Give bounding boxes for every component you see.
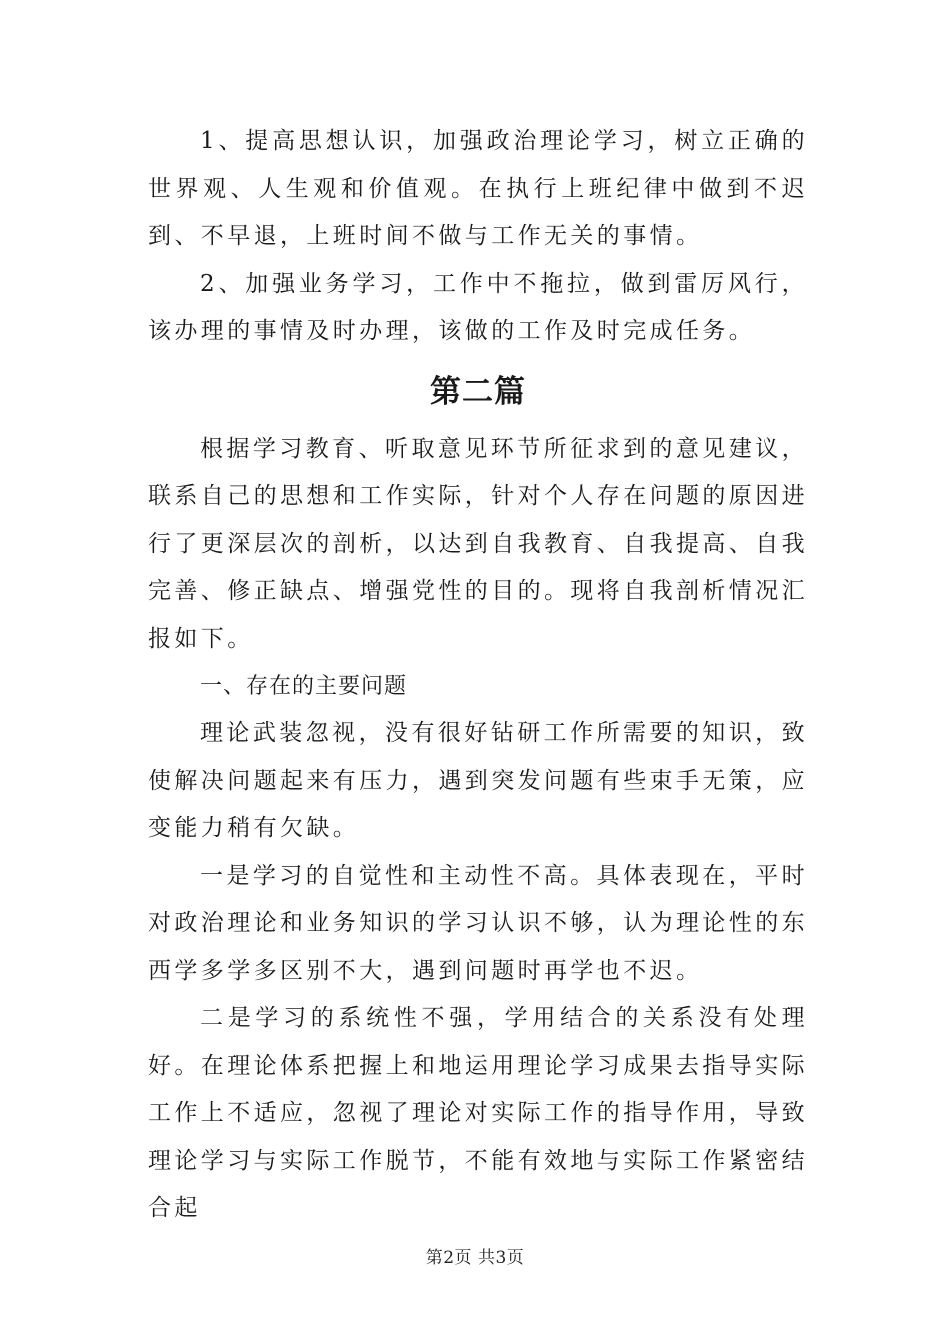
page-number-footer: 第2页 共3页 [425,1248,525,1268]
section-title: 第二篇 [430,373,526,410]
body-paragraph-1: 理论武装忽视，没有很好钻研工作所需要的知识，致使解决问题起来有压力，遇到突发问题有些束手无策，应变能力稍有欠缺。 [148,720,808,841]
body-paragraph-3: 二是学习的系统性不强，学用结合的关系没有处理好。在理论体系把握上和地运用理论学习成果去指导实际工作上不适应，忽视了理论对实际工作的指导作用，导致理论学习与实际工作脱节，不能有效地与实际工作紧密结合起 [148,1005,808,1221]
body-paragraph-2: 一是学习的自觉性和主动性不高。具体表现在，平时对政治理论和业务知识的学习认识不够，认为理论性的东西学多学多区别不大，遇到问题时再学也不迟。 [148,862,808,984]
paragraph-item-2: 2、加强业务学习，工作中不拖拉，做到雷厉风行，该办理的事情及时办理，该做的工作及时完成任务。 [148,270,808,344]
document-body [148,118,808,1233]
intro-paragraph: 根据学习教育、听取意见环节所征求到的意见建议，联系自己的思想和工作实际，针对个人存在问题的原因进行了更深层次的剖析，以达到自我教育、自我提高、自我完善、修正缺点、增强党性的目的。现将自我剖析情况汇报如下。 [148,435,808,652]
section-subheading: 一、存在的主要问题 [200,674,408,699]
paragraph-item-1: 1、提高思想认识，加强政治理论学习，树立正确的世界观、人生观和价值观。在执行上班纪律中做到不迟到、不早退，上班时间不做与工作无关的事情。 [148,128,808,249]
